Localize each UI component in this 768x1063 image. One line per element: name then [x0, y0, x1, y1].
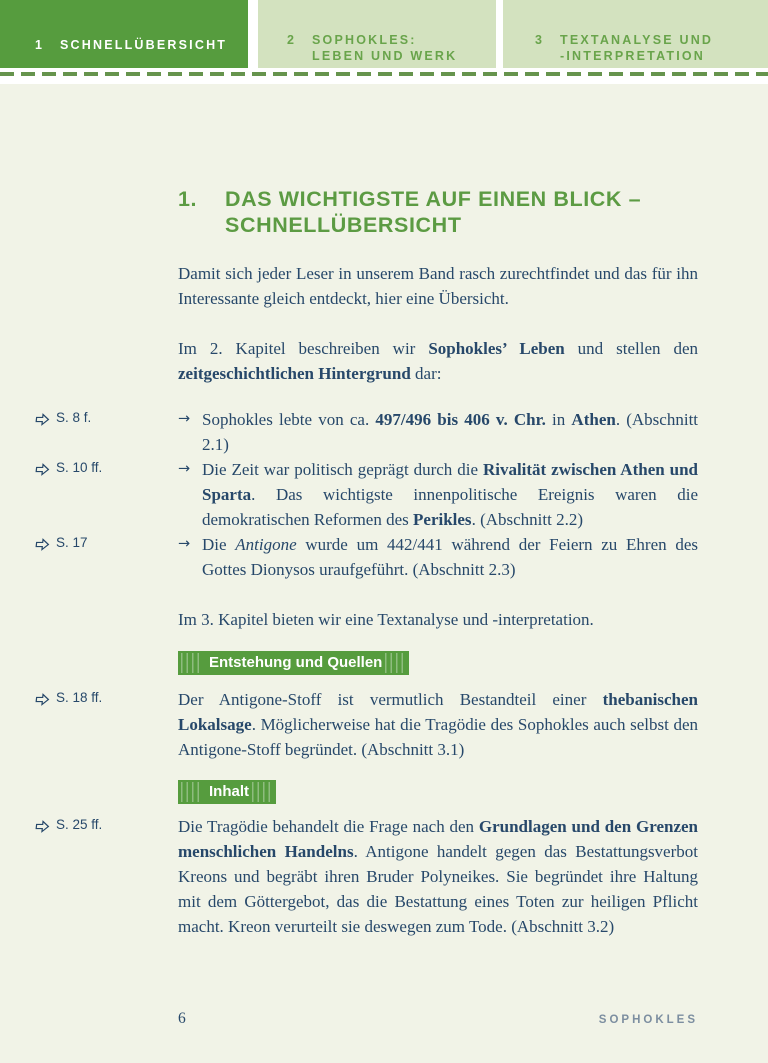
- arrow-bullet: →: [178, 536, 191, 552]
- page-ref-arrow-icon: [34, 819, 51, 834]
- tab-number: 3: [535, 33, 545, 47]
- section-badge-inhalt: Inhalt: [178, 780, 276, 804]
- page-ref-arrow-icon: [34, 537, 51, 552]
- tab-number: 2: [287, 33, 297, 47]
- heading-number: 1.: [178, 187, 198, 211]
- page-ref-label: S. 18 ff.: [56, 690, 103, 705]
- page-reference: [35, 460, 178, 477]
- tab-sophokles-leben-und-werk[interactable]: [258, 0, 496, 68]
- tab-label: TEXTANALYSE UND -INTERPRETATION: [560, 33, 714, 63]
- tab-label: SOPHOKLES: LEBEN UND WERK: [312, 33, 458, 63]
- page-number: 6: [178, 1010, 186, 1027]
- arrow-bullet: →: [178, 461, 191, 477]
- page-ref-arrow-icon: [34, 462, 51, 477]
- page-title: [178, 187, 698, 238]
- page-ref-label: S. 17: [56, 535, 88, 550]
- tab-schnelluebersicht[interactable]: [0, 0, 248, 68]
- heading-text: DAS WICHTIGSTE AUF EINEN BLICK – SCHNELLÜBERSICHT: [225, 187, 642, 237]
- kapitel2-paragraph: Im 2. Kapitel beschreiben wir Sophokles’ Leben und stellen den zeitgeschichtlichen Hintergrund dar:: [178, 339, 699, 383]
- page-ref-label: S. 25 ff.: [56, 817, 103, 832]
- intro-paragraph: Damit sich jeder Leser in unserem Band rasch zurechtfindet und das für ihn Interessante gleich entdeckt, hier eine Übersicht.: [178, 264, 698, 308]
- running-title: SOPHOKLES: [598, 1014, 698, 1026]
- page-content: [0, 84, 768, 939]
- list-item: → Die Antigone wurde um 442/441 während der Feiern zu Ehren des Gottes Dionysos uraufgeführt. (Abschnitt 2.3): [178, 532, 698, 582]
- page-ref-label: S. 8 f.: [56, 410, 92, 425]
- tab-textanalyse-und-interpretation[interactable]: [503, 0, 768, 68]
- dashed-divider: [0, 72, 768, 76]
- section-paragraph: Die Tragödie behandelt die Frage nach den Grundlagen und den Grenzen menschlichen Handelns. Antigone handelt gegen das Bestattungsverbot Kreons und begräbt ihren Bruder Polyneikes. Sie begründet ihre Haltung mit dem Göttergebot, das die Bestattung eines Toten zur heiligen Pflicht macht. Kreon verurteilt sie deswegen zum Tode. (Abschnitt 3.2): [178, 817, 698, 936]
- list-item: → Die Zeit war politisch geprägt durch die Rivalität zwischen Athen und Sparta. Das wichtigste innenpolitische Ereignis waren die demokratischen Reformen des Perikles. (Abschnitt 2.2): [178, 457, 698, 532]
- section-badge-entstehung-und-quellen: Entstehung und Quellen: [178, 651, 409, 675]
- page-reference: [35, 535, 178, 552]
- page-footer: [178, 1010, 698, 1028]
- tab-number: 1: [35, 38, 45, 52]
- page-reference: [35, 690, 178, 707]
- page-reference: [35, 410, 178, 427]
- section-paragraph: Der Antigone-Stoff ist vermutlich Bestandteil einer thebanischen Lokalsage. Möglicherweise hat die Tragödie des Sophokles auch selbst den Antigone-Stoff begründet. (Abschnitt 3.1): [178, 690, 698, 759]
- page-reference: [35, 817, 178, 834]
- kapitel3-paragraph: Im 3. Kapitel bieten wir eine Textanalyse und -interpretation.: [178, 610, 594, 629]
- arrow-bullet: →: [178, 411, 191, 427]
- list-item: → Sophokles lebte von ca. 497/496 bis 406 v. Chr. in Athen. (Abschnitt 2.1): [178, 407, 698, 457]
- page-ref-arrow-icon: [34, 412, 51, 427]
- page-ref-arrow-icon: [34, 692, 51, 707]
- page-ref-label: S. 10 ff.: [56, 460, 103, 475]
- tab-label: SCHNELLÜBERSICHT: [60, 38, 228, 52]
- chapter-tab-bar: [0, 0, 768, 84]
